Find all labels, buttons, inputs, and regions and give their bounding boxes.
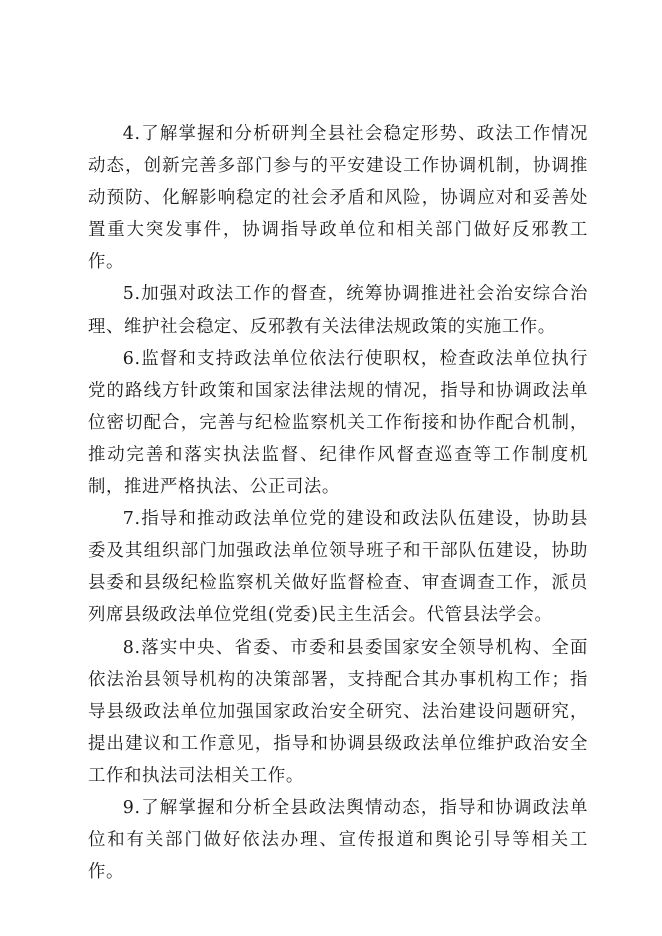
paragraph-item-7: 7.指导和推动政法单位党的建设和政法队伍建设，协助县委及其组织部门加强政法单位领导班子和干部队伍建设，协助县委和县级纪检监察机关做好监督检查、审查调查工作，派员列席县级政法单位党组(党委)民主生活会。代管县法学会。 — [88, 509, 588, 626]
document-body — [88, 118, 588, 888]
paragraph-item-8: 8.落实中央、省委、市委和县委国家安全领导机构、全面依法治县领导机构的决策部署，支持配合其办事机构工作；指导县级政法单位加强国家政治安全研究、法治建设问题研究，提出建议和工作意见，指导和协调县级政法单位维护政治安全工作和执法司法相关工作。 — [88, 637, 588, 786]
paragraph-item-4: 4.了解掌握和分析研判全县社会稳定形势、政法工作情况动态，创新完善多部门参与的平安建设工作协调机制，协调推动预防、化解影响稳定的社会矛盾和风险，协调应对和妥善处置重大突发事件，协调指导政单位和相关部门做好反邪教工作。 — [88, 124, 588, 273]
paragraph-item-5: 5.加强对政法工作的督查，统筹协调推进社会治安综合治理、维护社会稳定、反邪教有关法律法规政策的实施工作。 — [88, 284, 588, 337]
paragraph-item-9: 9.了解掌握和分析全县政法舆情动态，指导和协调政法单位和有关部门做好依法办理、宣传报道和舆论引导等相关工作。 — [88, 797, 588, 883]
paragraph-item-6: 6.监督和支持政法单位依法行使职权，检查政法单位执行党的路线方针政策和国家法律法规的情况，指导和协调政法单位密切配合，完善与纪检监察机关工作衔接和协作配合机制，推动完善和落实执法监督、纪律作风督查巡查等工作制度机制，推进严格执法、公正司法。 — [88, 348, 588, 498]
